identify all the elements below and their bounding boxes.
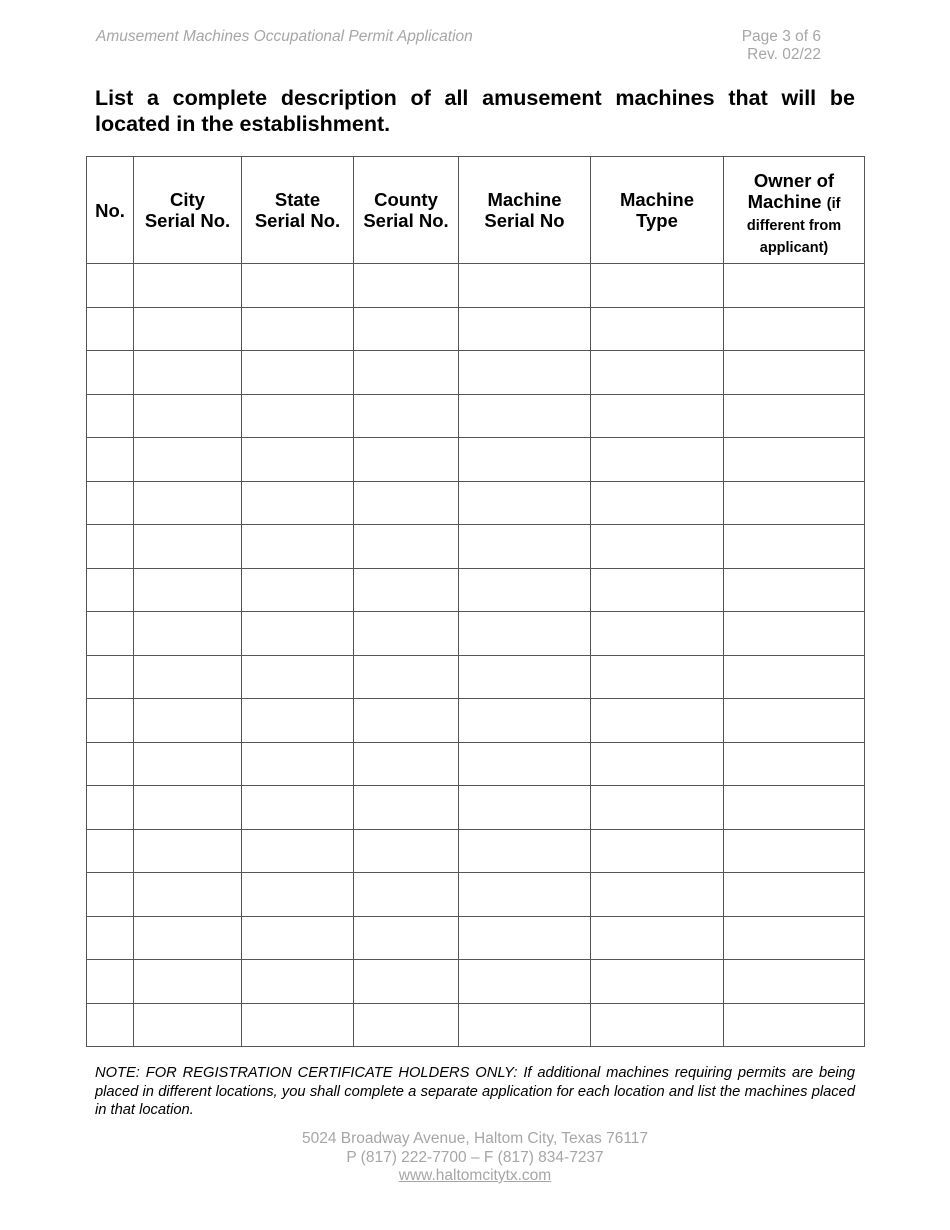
table-row [87, 568, 865, 612]
table-cell[interactable] [591, 916, 724, 960]
col-header-no-label: No. [95, 199, 125, 221]
table-cell[interactable] [354, 829, 459, 873]
table-cell[interactable] [242, 699, 354, 743]
footer [0, 1130, 950, 1186]
table-row [87, 612, 865, 656]
page-info [742, 28, 821, 64]
table-cell[interactable] [724, 829, 865, 873]
table-cell[interactable] [591, 351, 724, 395]
table-cell[interactable] [591, 525, 724, 569]
col-header-machine-type [591, 157, 724, 264]
table-cell[interactable] [87, 481, 134, 525]
col-header-label: applicant) [759, 239, 829, 256]
table-cell[interactable] [242, 481, 354, 525]
table-cell[interactable] [591, 568, 724, 612]
table-cell[interactable] [242, 438, 354, 482]
table-cell[interactable] [354, 873, 459, 917]
table-cell[interactable] [242, 264, 354, 308]
col-header-label: Machine [487, 189, 562, 210]
col-header-label: County [374, 189, 438, 210]
form-title: Amusement Machines Occupational Permit Application [96, 28, 473, 45]
table-row [87, 438, 865, 482]
table-cell[interactable] [724, 351, 865, 395]
table-cell[interactable] [591, 829, 724, 873]
table-row [87, 916, 865, 960]
table-cell[interactable] [87, 438, 134, 482]
table-cell[interactable] [87, 786, 134, 830]
table-header-row [87, 157, 865, 264]
table-cell[interactable] [242, 525, 354, 569]
table-cell[interactable] [459, 351, 591, 395]
table-row [87, 351, 865, 395]
table-cell[interactable] [134, 829, 242, 873]
table-cell[interactable] [354, 438, 459, 482]
table-cell[interactable] [134, 742, 242, 786]
footer-address: 5024 Broadway Avenue, Haltom City, Texas 76117 [301, 1130, 649, 1147]
footer-website-link[interactable]: www.haltomcitytx.com [398, 1167, 552, 1184]
table-cell[interactable] [591, 612, 724, 656]
col-header-label: State [274, 189, 321, 210]
table-cell[interactable] [354, 655, 459, 699]
table-cell[interactable] [134, 264, 242, 308]
table-cell[interactable] [724, 873, 865, 917]
table-cell[interactable] [242, 873, 354, 917]
table-row [87, 394, 865, 438]
table-cell[interactable] [724, 264, 865, 308]
table-cell[interactable] [724, 481, 865, 525]
col-header-label: Type [636, 210, 678, 231]
table-cell[interactable] [242, 1003, 354, 1047]
table-cell[interactable] [87, 351, 134, 395]
table-cell[interactable] [724, 438, 865, 482]
table-cell[interactable] [591, 307, 724, 351]
table-row [87, 1003, 865, 1047]
table-row [87, 873, 865, 917]
table-cell[interactable] [591, 438, 724, 482]
page-number: Page 3 of 6 [741, 28, 821, 45]
table-row [87, 960, 865, 1004]
table-cell[interactable] [242, 612, 354, 656]
table-cell[interactable] [87, 829, 134, 873]
col-header-label: Owner of [753, 169, 835, 191]
table-cell[interactable] [242, 351, 354, 395]
table-row [87, 829, 865, 873]
table-cell[interactable] [459, 916, 591, 960]
table-cell[interactable] [459, 438, 591, 482]
table-cell[interactable] [354, 612, 459, 656]
table-cell[interactable] [724, 786, 865, 830]
table-cell[interactable] [87, 1003, 134, 1047]
table-cell[interactable] [242, 655, 354, 699]
table-row [87, 786, 865, 830]
table-cell[interactable] [591, 481, 724, 525]
table-cell[interactable] [724, 612, 865, 656]
col-header-label: (if [826, 195, 841, 212]
table-body [87, 264, 865, 1047]
table-cell[interactable] [724, 960, 865, 1004]
col-header-no [87, 157, 134, 264]
table-cell[interactable] [242, 568, 354, 612]
table-cell[interactable] [591, 655, 724, 699]
table-cell[interactable] [134, 873, 242, 917]
col-header-label: Serial No. [144, 210, 231, 231]
table-cell[interactable] [134, 307, 242, 351]
table-cell[interactable] [242, 829, 354, 873]
table-cell[interactable] [87, 742, 134, 786]
table-cell[interactable] [354, 307, 459, 351]
table-cell[interactable] [459, 481, 591, 525]
table-cell[interactable] [134, 568, 242, 612]
table-cell[interactable] [134, 699, 242, 743]
table-cell[interactable] [591, 960, 724, 1004]
table-cell[interactable] [459, 525, 591, 569]
table-cell[interactable] [242, 307, 354, 351]
table-cell[interactable] [354, 916, 459, 960]
col-header-owner [724, 157, 865, 264]
footer-phone-fax: P (817) 222-7700 – F (817) 834-7237 [346, 1148, 604, 1166]
table-cell[interactable] [591, 873, 724, 917]
table-cell[interactable] [459, 612, 591, 656]
table-cell[interactable] [459, 786, 591, 830]
col-header-label: Serial No. [363, 210, 449, 231]
table-cell[interactable] [134, 525, 242, 569]
table-cell[interactable] [134, 351, 242, 395]
table-cell[interactable] [724, 655, 865, 699]
col-header-machine-serial [459, 157, 591, 264]
table-row [87, 525, 865, 569]
table-row [87, 742, 865, 786]
col-header-label: different from [746, 217, 842, 234]
table-cell[interactable] [87, 264, 134, 308]
table-cell[interactable] [134, 786, 242, 830]
col-header-label: Serial No [484, 210, 565, 231]
table-cell[interactable] [87, 612, 134, 656]
col-header-label: City [170, 189, 205, 210]
col-header-label: Serial No. [254, 210, 341, 231]
table-cell[interactable] [459, 960, 591, 1004]
table-cell[interactable] [87, 873, 134, 917]
table-cell[interactable] [459, 394, 591, 438]
table-cell[interactable] [354, 351, 459, 395]
table-cell[interactable] [242, 916, 354, 960]
table-cell[interactable] [134, 1003, 242, 1047]
table-cell[interactable] [242, 786, 354, 830]
table-cell[interactable] [591, 699, 724, 743]
col-header-label: Machine [747, 190, 822, 212]
col-header-city-serial [134, 157, 242, 264]
table-cell[interactable] [134, 612, 242, 656]
table-cell[interactable] [354, 742, 459, 786]
table-cell[interactable] [459, 264, 591, 308]
table-cell[interactable] [354, 568, 459, 612]
table-cell[interactable] [591, 786, 724, 830]
table-cell[interactable] [724, 742, 865, 786]
table-cell[interactable] [354, 960, 459, 1004]
table-cell[interactable] [87, 525, 134, 569]
table-cell[interactable] [724, 307, 865, 351]
table-cell[interactable] [459, 655, 591, 699]
table-cell[interactable] [242, 960, 354, 1004]
table-cell[interactable] [591, 264, 724, 308]
table-cell[interactable] [87, 916, 134, 960]
table-cell[interactable] [459, 699, 591, 743]
table-cell[interactable] [354, 786, 459, 830]
table-cell[interactable] [134, 481, 242, 525]
table-cell[interactable] [354, 699, 459, 743]
col-header-label: Machine [619, 189, 695, 210]
table-cell[interactable] [724, 525, 865, 569]
table-cell[interactable] [87, 960, 134, 1004]
table-cell[interactable] [134, 438, 242, 482]
table-row [87, 481, 865, 525]
table-cell[interactable] [459, 742, 591, 786]
table-cell[interactable] [87, 568, 134, 612]
revision: Rev. 02/22 [747, 46, 821, 63]
table-cell[interactable] [459, 873, 591, 917]
table-cell[interactable] [354, 1003, 459, 1047]
table-cell[interactable] [87, 307, 134, 351]
table-cell[interactable] [591, 394, 724, 438]
col-header-state-serial [242, 157, 354, 264]
table-cell[interactable] [354, 481, 459, 525]
machines-table [86, 156, 865, 1047]
registration-note: NOTE: FOR REGISTRATION CERTIFICATE HOLDERS ONLY: If additional machines requiring permits are being placed in different locations, you shall complete a separate application for each location and list the machines placed in that location. [95, 1065, 855, 1118]
table-cell[interactable] [87, 655, 134, 699]
table-cell[interactable] [87, 394, 134, 438]
table-cell[interactable] [591, 742, 724, 786]
table-cell[interactable] [724, 916, 865, 960]
table-cell[interactable] [459, 307, 591, 351]
table-cell[interactable] [134, 916, 242, 960]
table-cell[interactable] [459, 568, 591, 612]
table-cell[interactable] [459, 829, 591, 873]
table-cell[interactable] [134, 394, 242, 438]
col-header-county-serial [354, 157, 459, 264]
table-cell[interactable] [354, 264, 459, 308]
table-cell[interactable] [724, 394, 865, 438]
table-row [87, 699, 865, 743]
table-row [87, 655, 865, 699]
table-cell[interactable] [724, 1003, 865, 1047]
table-cell[interactable] [134, 960, 242, 1004]
table-cell[interactable] [242, 742, 354, 786]
table-cell[interactable] [724, 699, 865, 743]
table-cell[interactable] [354, 525, 459, 569]
section-heading: List a complete description of all amusement machines that will be located in the establishment. [95, 86, 855, 136]
table-cell[interactable] [134, 655, 242, 699]
table-cell[interactable] [87, 699, 134, 743]
table-cell[interactable] [724, 568, 865, 612]
table-row [87, 307, 865, 351]
table-cell[interactable] [354, 394, 459, 438]
table-cell[interactable] [591, 1003, 724, 1047]
table-cell[interactable] [242, 394, 354, 438]
table-cell[interactable] [459, 1003, 591, 1047]
table-row [87, 264, 865, 308]
